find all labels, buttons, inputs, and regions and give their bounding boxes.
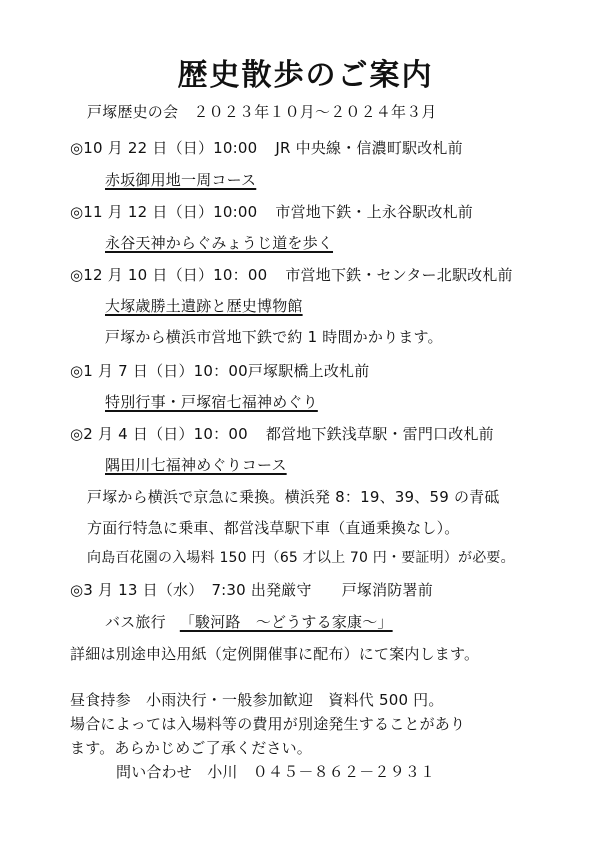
event-3-note: 戸塚から横浜市営地下鉄で約 1 時間かかります。: [105, 328, 443, 346]
event-6-time: 7:30 出発厳守: [211, 581, 312, 599]
event-5-note-3: 向島百花園の入場料 150 円（65 才以上 70 円・要証明）が必要。: [87, 550, 515, 566]
event-2-course: 永谷天神からぐみょうじ道を歩く: [105, 234, 334, 252]
event-4-course: 特別行事・戸塚宿七福神めぐり: [105, 393, 318, 411]
event-5-course: 隅田川七福神めぐりコース: [105, 456, 287, 474]
subtitle: 戸塚歴史の会 ２０２３年１０月～２０２４年３月: [87, 103, 437, 121]
event-6-course-line: [105, 612, 393, 632]
event-5-header: [70, 424, 494, 444]
event-3-date: ◎12 月 10 日（日）10：00: [70, 266, 268, 284]
contact-info: 問い合わせ 小川 ０４５－８６２－２９３１: [116, 763, 436, 781]
footer-line-2: 場合によっては入場料等の費用が別途発生することがあり: [70, 715, 466, 733]
event-6-course-prefix: バス旅行: [105, 613, 166, 631]
event-6-course: 「駿河路 ～どうする家康～」: [179, 613, 393, 631]
event-3-place: 市営地下鉄・センター北駅改札前: [285, 266, 513, 284]
event-5-note-2: 方面行特急に乗車、都営浅草駅下車（直通乗換なし）。: [87, 519, 460, 537]
event-5-date: ◎2 月 4 日（日）10：00: [70, 425, 248, 443]
page-title: 歴史散歩のご案内: [177, 58, 434, 93]
event-4-date: ◎1 月 7 日（日）10：00: [70, 362, 248, 380]
event-2-header: [70, 202, 473, 222]
event-3-course: 大塚歳勝土遺跡と歴史博物館: [105, 297, 303, 315]
event-4-header: [70, 361, 369, 381]
event-5-place: 都営地下鉄浅草駅・雷門口改札前: [265, 425, 494, 443]
event-4-place: 戸塚駅橋上改札前: [247, 362, 370, 380]
footer-line-3: ます。あらかじめご了承ください。: [70, 739, 313, 757]
event-1-date: ◎10 月 22 日（日）10:00: [70, 139, 258, 157]
details-note: 詳細は別途申込用紙（定例開催事に配布）にて案内します。: [70, 645, 480, 663]
event-3-header: [70, 265, 513, 285]
event-1-place: JR 中央線・信濃町駅改札前: [275, 139, 463, 157]
event-6-date: ◎3 月 13 日（水）: [70, 581, 204, 599]
event-6-place: 戸塚消防署前: [341, 581, 433, 599]
event-2-date: ◎11 月 12 日（日）10:00: [70, 203, 258, 221]
event-6-header: [70, 580, 433, 600]
event-2-place: 市営地下鉄・上永谷駅改札前: [275, 203, 474, 221]
event-5-note-1: 戸塚から横浜で京急に乗換。横浜発 8：19、39、59 の青砥: [87, 488, 500, 506]
event-1-header: [70, 138, 463, 158]
event-1-course: 赤坂御用地一周コース: [105, 171, 257, 189]
footer-line-1: 昼食持参 小雨決行・一般参加歓迎 資料代 500 円。: [70, 691, 444, 709]
